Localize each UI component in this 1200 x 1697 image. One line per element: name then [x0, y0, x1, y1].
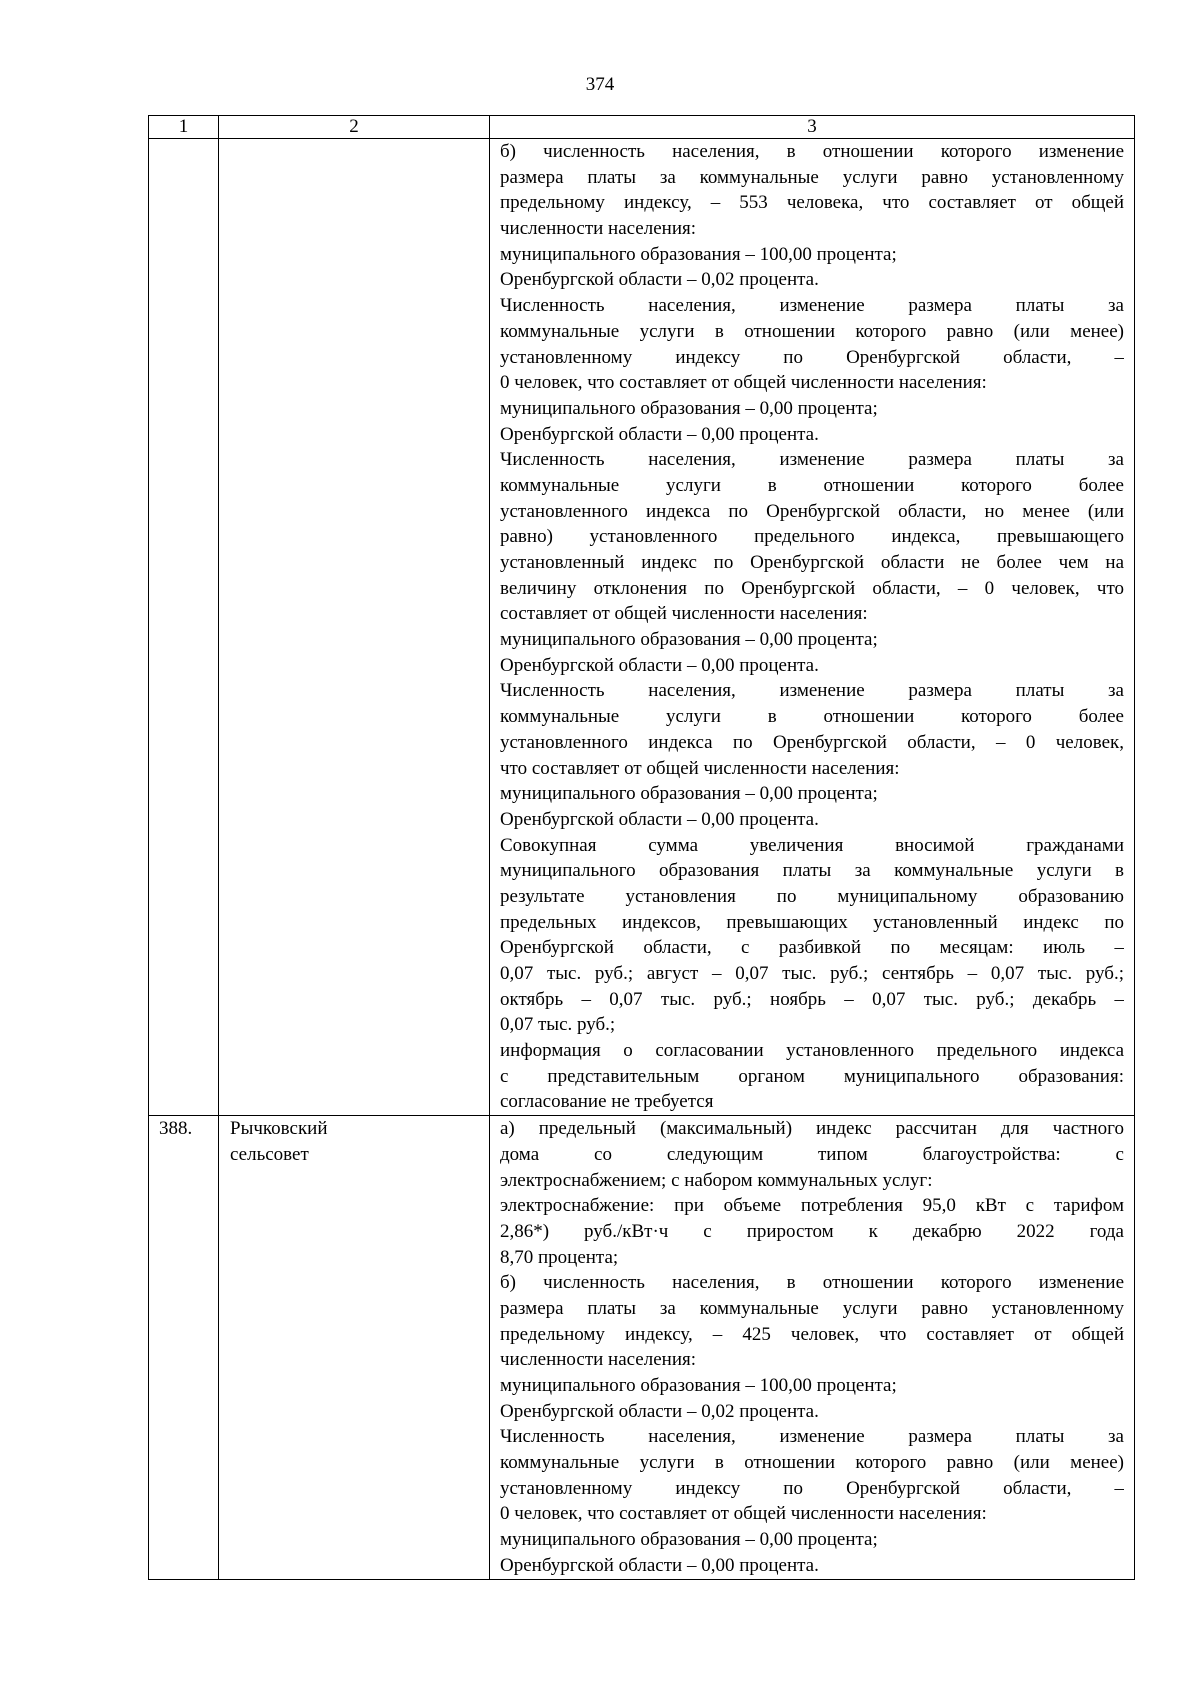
- row-number: 388.: [149, 1116, 219, 1579]
- text-line: Совокупная сумма увеличения вносимой гражданами: [500, 834, 1124, 856]
- text-line: Численность населения, изменение размера платы за: [500, 295, 1124, 317]
- description-cell: [490, 139, 1135, 1116]
- text-line: коммунальные услуги в отношении которого более: [500, 706, 1124, 728]
- text-line: муниципального образования – 0,00 процента;: [500, 783, 878, 805]
- text-line: 0,07 тыс. руб.;: [500, 1014, 616, 1036]
- text-line: муниципального образования – 100,00 процента;: [500, 1375, 897, 1396]
- text-line: 0,07 тыс. руб.; август – 0,07 тыс. руб.; сентябрь – 0,07 тыс. руб.;: [500, 963, 1124, 984]
- page-number: 374: [585, 74, 615, 95]
- municipality-name-cell: [219, 1116, 490, 1579]
- text-line: предельных индексов, превышающих установленный индекс по: [500, 911, 1124, 933]
- text-line: Численность населения, изменение размера платы за: [500, 1426, 1124, 1448]
- text-line: Оренбургской области – 0,00 процента.: [500, 1554, 819, 1576]
- text-line: численности населения:: [500, 218, 697, 240]
- text-line: коммунальные услуги в отношении которого равно (или менее): [500, 320, 1124, 342]
- text-line: 2,86*) руб./кВт·ч с приростом к декабрю 2022 года: [500, 1220, 1124, 1242]
- text-line: муниципального образования – 0,00 процента;: [500, 397, 878, 419]
- table-header-row: [149, 116, 1135, 139]
- text-line: б) численность населения, в отношении которого изменение: [500, 1272, 1124, 1294]
- text-line: муниципального образования – 0,00 процента;: [500, 629, 878, 651]
- text-line: согласование не требуется: [500, 1091, 714, 1113]
- column-header-2: 2: [219, 116, 490, 139]
- text-line: 8,70 процента;: [500, 1246, 619, 1268]
- text-line: величину отклонения по Оренбургской области, – 0 человек, что: [500, 577, 1124, 599]
- text-line: Оренбургской области, с разбивкой по месяцам: июль –: [500, 937, 1124, 959]
- text-line: Оренбургской области – 0,02 процента.: [500, 1400, 819, 1422]
- text-line: размера платы за коммунальные услуги равно установленному: [500, 1297, 1124, 1319]
- text-line: электроснабжение: при объеме потребления 95,0 кВт с тарифом: [500, 1195, 1124, 1217]
- text-line: предельному индексу, – 425 человек, что составляет от общей: [500, 1323, 1124, 1345]
- text-line: информация о согласовании установленного предельного индекса: [500, 1040, 1124, 1062]
- text-line: Оренбургской области – 0,00 процента.: [500, 423, 819, 445]
- text-line: предельному индексу, – 553 человека, что составляет от общей: [500, 192, 1124, 214]
- text-line: Численность населения, изменение размера платы за: [500, 449, 1124, 471]
- text-line: б) численность населения, в отношении которого изменение: [500, 141, 1124, 162]
- municipality-name-line: Рычковский: [230, 1118, 328, 1140]
- text-line: размера платы за коммунальные услуги равно установленному: [500, 166, 1124, 188]
- text-line: Численность населения, изменение размера платы за: [500, 680, 1124, 702]
- municipality-name-line: сельсовет: [230, 1143, 309, 1165]
- text-line: октябрь – 0,07 тыс. руб.; ноябрь – 0,07 тыс. руб.; декабрь –: [500, 988, 1124, 1010]
- text-line: электроснабжением; с набором коммунальных услуг:: [500, 1169, 933, 1191]
- text-line: с представительным органом муниципального образования:: [500, 1065, 1124, 1087]
- text-line: результате установления по муниципальному образованию: [500, 885, 1124, 907]
- text-line: установленного индекса по Оренбургской области, но менее (или: [500, 500, 1124, 522]
- text-line: 0 человек, что составляет от общей численности населения:: [500, 372, 987, 394]
- text-line: составляет от общей численности населения:: [500, 603, 868, 625]
- table-row: [149, 1116, 1135, 1579]
- text-line: установленного индекса по Оренбургской области, – 0 человек,: [500, 731, 1124, 753]
- text-line: муниципального образования – 100,00 процента;: [500, 243, 897, 265]
- text-line: муниципального образования – 0,00 процента;: [500, 1529, 878, 1551]
- text-line: муниципального образования платы за коммунальные услуги в: [500, 860, 1124, 882]
- data-table: [148, 115, 1135, 1580]
- text-line: коммунальные услуги в отношении которого более: [500, 474, 1124, 496]
- text-line: 0 человек, что составляет от общей численности населения:: [500, 1503, 987, 1525]
- row-number: [149, 139, 219, 1116]
- text-line: дома со следующим типом благоустройства: с: [500, 1143, 1124, 1165]
- text-line: Оренбургской области – 0,00 процента.: [500, 808, 819, 830]
- description-cell: [490, 1116, 1135, 1579]
- column-header-1: 1: [149, 116, 219, 139]
- table-row: [149, 139, 1135, 1116]
- text-line: равно) установленного предельного индекса, превышающего: [500, 526, 1124, 548]
- text-line: Оренбургской области – 0,02 процента.: [500, 269, 819, 291]
- text-line: коммунальные услуги в отношении которого равно (или менее): [500, 1452, 1124, 1474]
- text-line: Оренбургской области – 0,00 процента.: [500, 654, 819, 676]
- text-line: установленному индексу по Оренбургской области, –: [500, 346, 1124, 368]
- text-line: а) предельный (максимальный) индекс рассчитан для частного: [500, 1118, 1124, 1140]
- text-line: что составляет от общей численности населения:: [500, 757, 900, 779]
- text-line: установленному индексу по Оренбургской области, –: [500, 1477, 1124, 1499]
- column-header-3: 3: [490, 116, 1135, 139]
- text-line: установленный индекс по Оренбургской области не более чем на: [500, 552, 1124, 573]
- municipality-name-cell: [219, 139, 490, 1116]
- text-line: численности населения:: [500, 1349, 697, 1371]
